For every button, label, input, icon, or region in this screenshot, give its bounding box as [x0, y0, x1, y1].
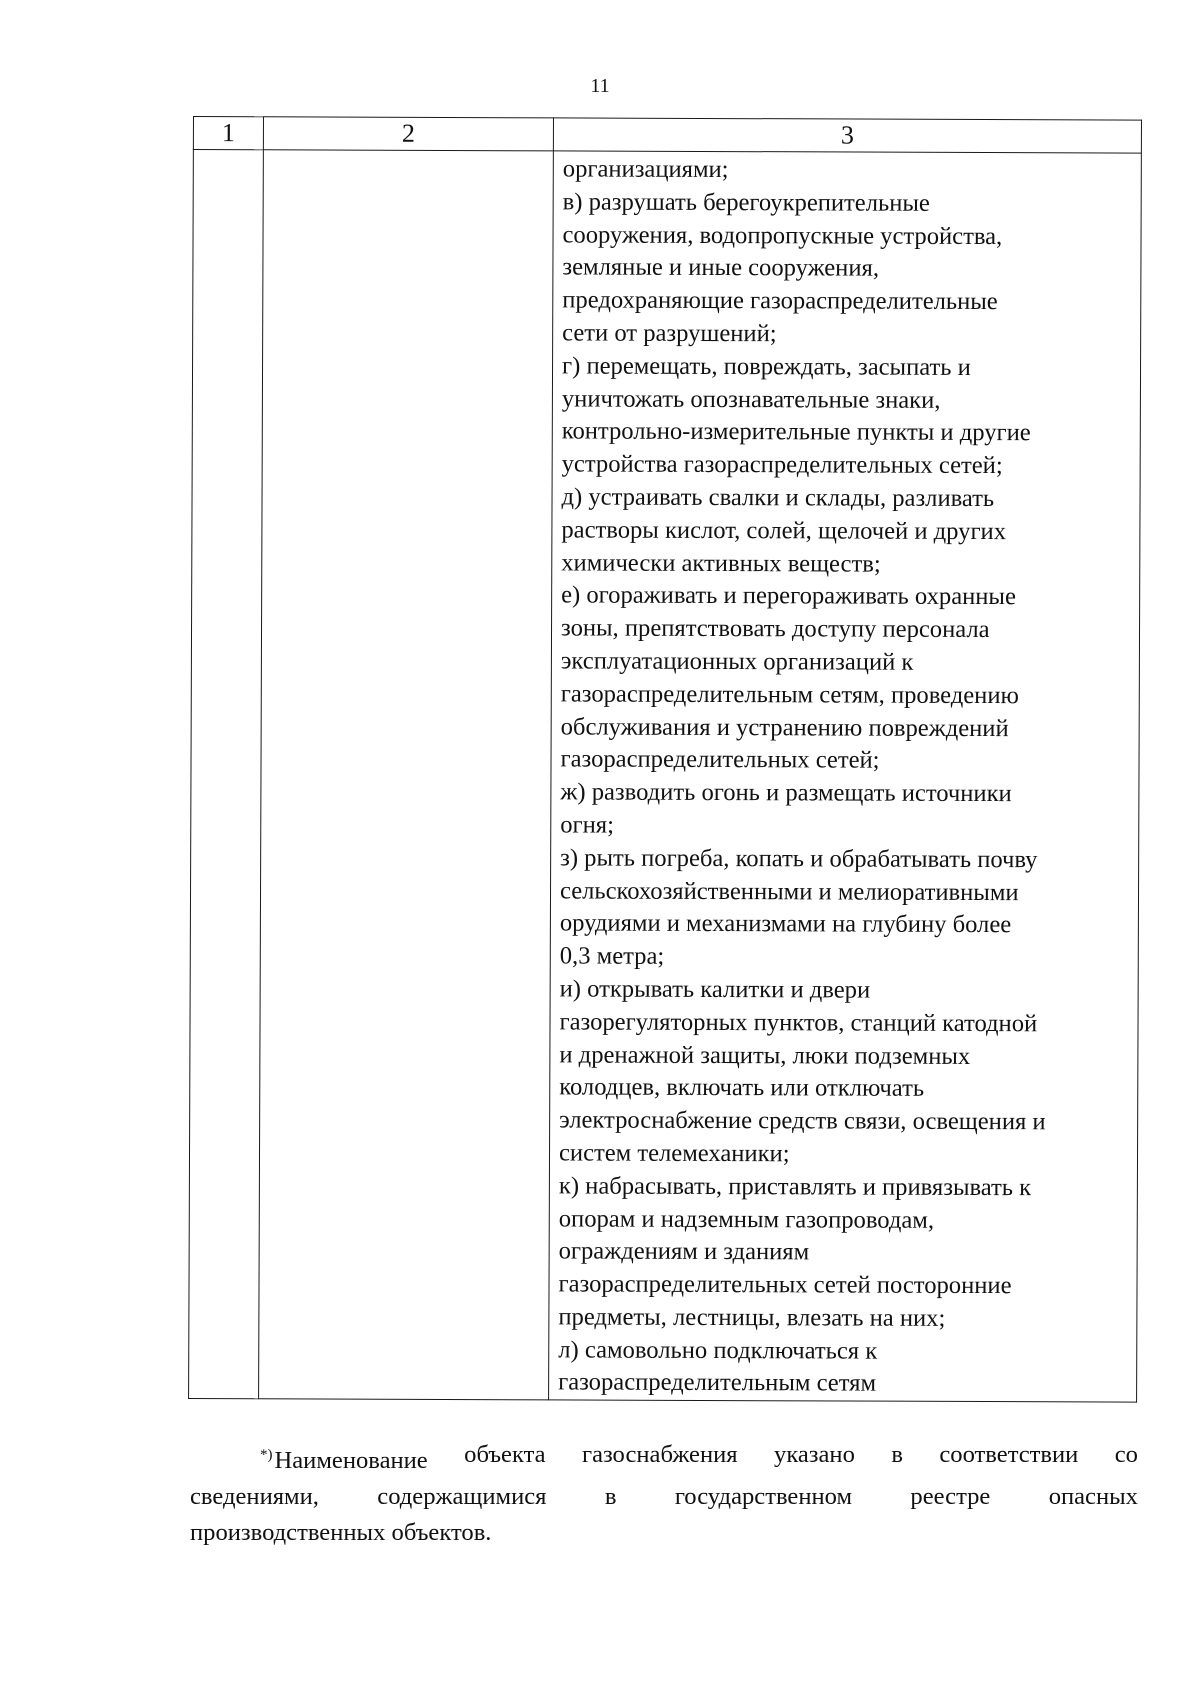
cell-col-2: [259, 150, 554, 1400]
list-line: 0,3 метра;: [559, 942, 665, 970]
footnote-word-text: реестре: [910, 1483, 991, 1510]
list-line: сети от разрушений;: [562, 319, 777, 348]
footnote-word-text: со: [1114, 1441, 1138, 1468]
footnote-word-text: в: [891, 1441, 903, 1468]
footnote-word-text: государственном: [674, 1483, 853, 1510]
list-line: устройства газораспределительных сетей;: [561, 450, 1003, 480]
footnote-word-text: объекта: [464, 1441, 546, 1468]
list-line: растворы кислот, солей, щелочей и других: [561, 516, 1007, 545]
list-line: д) устраивать свалки и склады, разливать: [561, 483, 995, 513]
list-line: ограждениям и зданиям: [558, 1237, 810, 1266]
footnote-word: [1115, 1437, 1138, 1479]
header-col-2: 2: [263, 117, 553, 151]
requirements-table: [188, 116, 1142, 1403]
footnote-line-1: [190, 1437, 1138, 1479]
footnote-word: [190, 1479, 319, 1515]
list-line: г) перемещать, повреждать, засыпать и: [561, 352, 971, 381]
list-line: огня;: [560, 811, 615, 839]
footnote-word-text: сведениями,: [190, 1483, 319, 1510]
footnote-word-text: в: [604, 1483, 617, 1510]
list-line: газораспределительных сетей посторонние: [558, 1270, 1012, 1300]
list-line: зоны, препятствовать доступу персонала: [560, 614, 990, 644]
footnote-word: [260, 1437, 428, 1479]
list-line: з) рыть погреба, копать и обрабатывать почву: [560, 844, 1038, 873]
footnote-word-text: газоснабжения: [581, 1441, 738, 1468]
footnote-word: [464, 1437, 545, 1479]
footnote-word-text: указано: [774, 1441, 855, 1468]
list-line: газорегуляторных пунктов, станций катодной: [559, 1008, 1038, 1037]
list-line: электроснабжение средств связи, освещения и: [559, 1106, 1046, 1136]
footnote-word: [582, 1437, 738, 1479]
list-line: организациями;: [562, 155, 729, 184]
table-row: [189, 150, 1142, 1403]
header-col-1: 1: [193, 117, 263, 150]
footnote-word: [1049, 1479, 1138, 1515]
table-body: [189, 150, 1142, 1403]
footnote-word: [675, 1479, 852, 1515]
footnote-word: [891, 1437, 903, 1479]
list-line: опорам и надземным газопроводам,: [558, 1204, 935, 1234]
list-line: сооружения, водопропускные устройства,: [562, 221, 1003, 250]
list-line: уничтожать опознавательные знаки,: [561, 384, 941, 414]
list-line: сельскохозяйственными и мелиоративными: [559, 876, 1019, 906]
list-line: предохраняющие газораспределительные: [562, 286, 998, 316]
footnote-word: [377, 1479, 546, 1515]
footnote-word: [605, 1479, 617, 1515]
footnote-line-3: производственных объектов.: [190, 1519, 492, 1546]
footnote-word-text: Наименование: [274, 1447, 428, 1474]
list-line: газораспределительным сетям, проведению: [560, 680, 1019, 709]
footnote-word-text: соответствии: [939, 1441, 1079, 1468]
table-header: [193, 117, 1141, 154]
list-line: систем телемеханики;: [558, 1139, 790, 1168]
cell-col-3: [549, 151, 1142, 1403]
list-line: эксплуатационных организаций к: [560, 647, 914, 676]
cell-col-1: [189, 150, 264, 1400]
list-line: химически активных веществ;: [561, 548, 881, 578]
footnote-word: [774, 1437, 855, 1479]
page-number: 11: [590, 75, 610, 97]
list-line: е) огораживать и перегораживать охранные: [561, 581, 1016, 611]
list-line: контрольно-измерительные пункты и другие: [561, 417, 1031, 447]
list-line: л) самовольно подключаться к: [558, 1336, 878, 1365]
list-line: колодцев, включать или отключать: [559, 1073, 925, 1103]
footnote-word-text: содержащимися: [377, 1483, 547, 1510]
footnote-line-2: [190, 1479, 1138, 1515]
footnote: [190, 1437, 1138, 1551]
list-line: предметы, лестницы, влезать на них;: [558, 1303, 946, 1332]
footnote-word: [939, 1437, 1078, 1479]
list-line: газораспределительным сетям: [558, 1368, 877, 1398]
list-line: обслуживания и устранению повреждений: [560, 712, 1009, 742]
footnote-marker: *): [260, 1447, 273, 1463]
list-line: и) открывать калитки и двери: [559, 975, 871, 1004]
list-line: орудиями и механизмами на глубину более: [559, 909, 1012, 939]
footnote-word: [910, 1479, 990, 1515]
list-line: и дренажной защиты, люки подземных: [559, 1040, 971, 1070]
list-line: в) разрушать берегоукрепительные: [562, 188, 930, 217]
list-line: к) набрасывать, приставлять и привязывать к: [558, 1172, 1032, 1201]
list-line: ж) разводить огонь и размещать источники: [560, 778, 1012, 808]
list-line: земляные и иные сооружения,: [562, 253, 880, 283]
table-header-row: [193, 117, 1141, 154]
prohibitions-list: [549, 151, 1141, 1402]
header-col-3: 3: [553, 118, 1141, 153]
footnote-word-text: опасных: [1048, 1483, 1138, 1510]
list-line: газораспределительных сетей;: [560, 745, 880, 774]
